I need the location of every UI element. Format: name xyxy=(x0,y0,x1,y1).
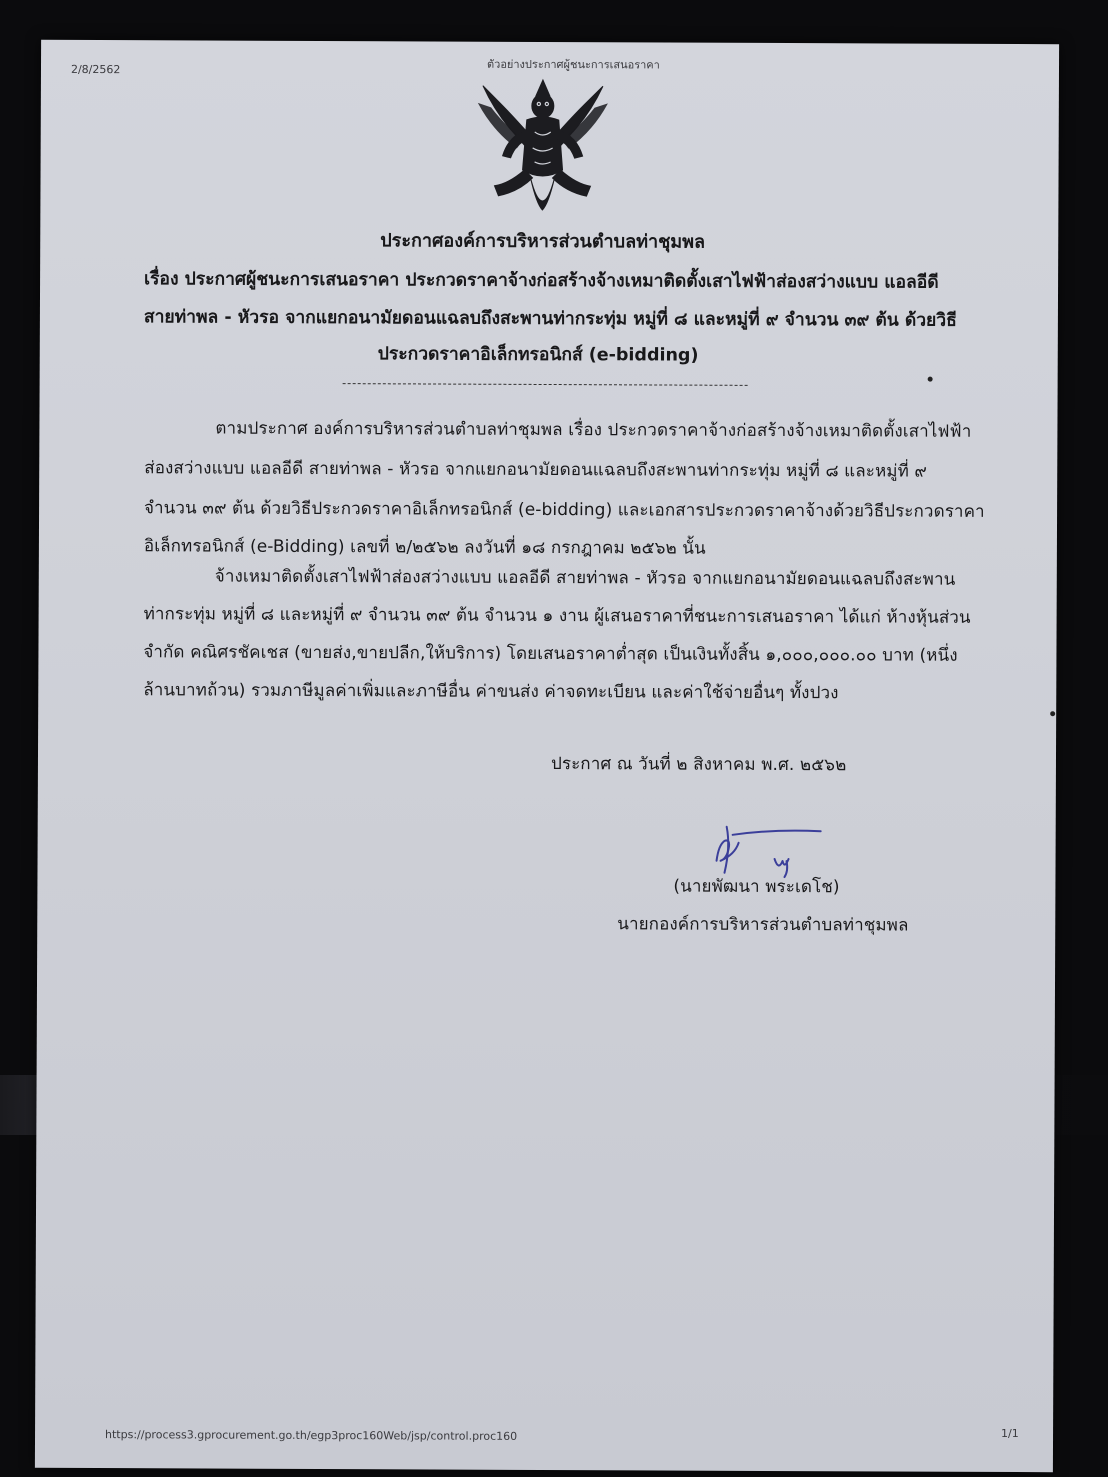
paragraph1-line-1: ตามประกาศ องค์การบริหารส่วนตำบลท่าชุมพล เรื่อง ประกวดราคาจ้างก่อสร้างจ้างเหมาติดตั้งเสาไฟฟ้า xyxy=(215,418,972,442)
document-page xyxy=(35,40,1059,1472)
footer-page-number: 1/1 xyxy=(1001,1426,1019,1441)
paragraph2-line-2: ท่ากระทุ่ม หมู่ที่ ๘ และหมู่ที่ ๙ จำนวน ๓๙ ต้น จำนวน ๑ งาน ผู้เสนอราคาที่ชนะการเสนอราคา ได้แก่ ห้างหุ้นส่วน xyxy=(143,604,971,628)
paper-speck xyxy=(1050,711,1055,716)
paragraph2-line-1: จ้างเหมาติดตั้งเสาไฟฟ้าส่องสว่างแบบ แอลอีดี สายท่าพล - หัวรอ จากแยกอนามัยดอนแฉลบถึงสะพาน xyxy=(214,566,956,590)
paper-speck xyxy=(928,377,933,382)
garuda-emblem-icon xyxy=(472,74,613,225)
print-caption: ตัวอย่างประกาศผู้ชนะการเสนอราคา xyxy=(486,57,660,72)
paragraph1-line-4: อิเล็กทรอนิกส์ (e-Bidding) เลขที่ ๒/๒๕๖๒ ลงวันที่ ๑๘ กรกฎาคม ๒๕๖๒ นั้น xyxy=(143,536,706,559)
signatory-name: (นายพัฒนา พระเดโช) xyxy=(673,876,840,898)
separator-dashes xyxy=(343,383,748,386)
document-title: ประกาศองค์การบริหารส่วนตำบลท่าชุมพล xyxy=(380,230,706,253)
paragraph1-line-3: จำนวน ๓๙ ต้น ด้วยวิธีประกวดราคาอิเล็กทรอนิกส์ (e-bidding) และเอกสารประกวดราคาจ้างด้วยวิธีประกวดราคา xyxy=(144,498,985,522)
signature-icon xyxy=(702,815,832,882)
paragraph1-line-2: ส่องสว่างแบบ แอลอีดี สายท่าพล - หัวรอ จากแยกอนามัยดอนแฉลบถึงสะพานท่ากระทุ่ม หมู่ที่ ๘ และหมู่ที่ ๙ xyxy=(144,458,928,482)
announce-date: ประกาศ ณ วันที่ ๒ สิงหาคม พ.ศ. ๒๕๖๒ xyxy=(550,754,847,776)
subject-line-1: เรื่อง ประกาศผู้ชนะการเสนอราคา ประกวดราคาจ้างก่อสร้างจ้างเหมาติดตั้งเสาไฟฟ้าส่องสว่างแบบ แอลอีดี xyxy=(144,269,939,293)
signatory-position: นายกองค์การบริหารส่วนตำบลท่าชุมพล xyxy=(617,914,909,936)
paragraph2-line-3: จำกัด คณิศรชัคเชส (ขายส่ง,ขายปลีก,ให้บริการ) โดยเสนอราคาต่ำสุด เป็นเงินทั้งสิ้น ๑,๐๐๐,๐๐๐.๐๐ บาท (หนึ่ง xyxy=(143,642,958,666)
subject-line-3: ประกวดราคาอิเล็กทรอนิกส์ (e-bidding) xyxy=(377,344,699,366)
footer-url: https://process3.gprocurement.go.th/egp3proc160Web/jsp/control.proc160 xyxy=(105,1428,518,1443)
print-date: 2/8/2562 xyxy=(70,62,121,77)
subject-line-2: สายท่าพล - หัวรอ จากแยกอนามัยดอนแฉลบถึงสะพานท่ากระทุ่ม หมู่ที่ ๘ และหมู่ที่ ๙ จำนวน ๓๙ ต้น ด้วยวิธี xyxy=(143,307,957,331)
paragraph2-line-4: ล้านบาทถ้วน) รวมภาษีมูลค่าเพิ่มและภาษีอื่น ค่าขนส่ง ค่าจดทะเบียน และค่าใช้จ่ายอื่นๆ ทั้งปวง xyxy=(143,680,839,704)
